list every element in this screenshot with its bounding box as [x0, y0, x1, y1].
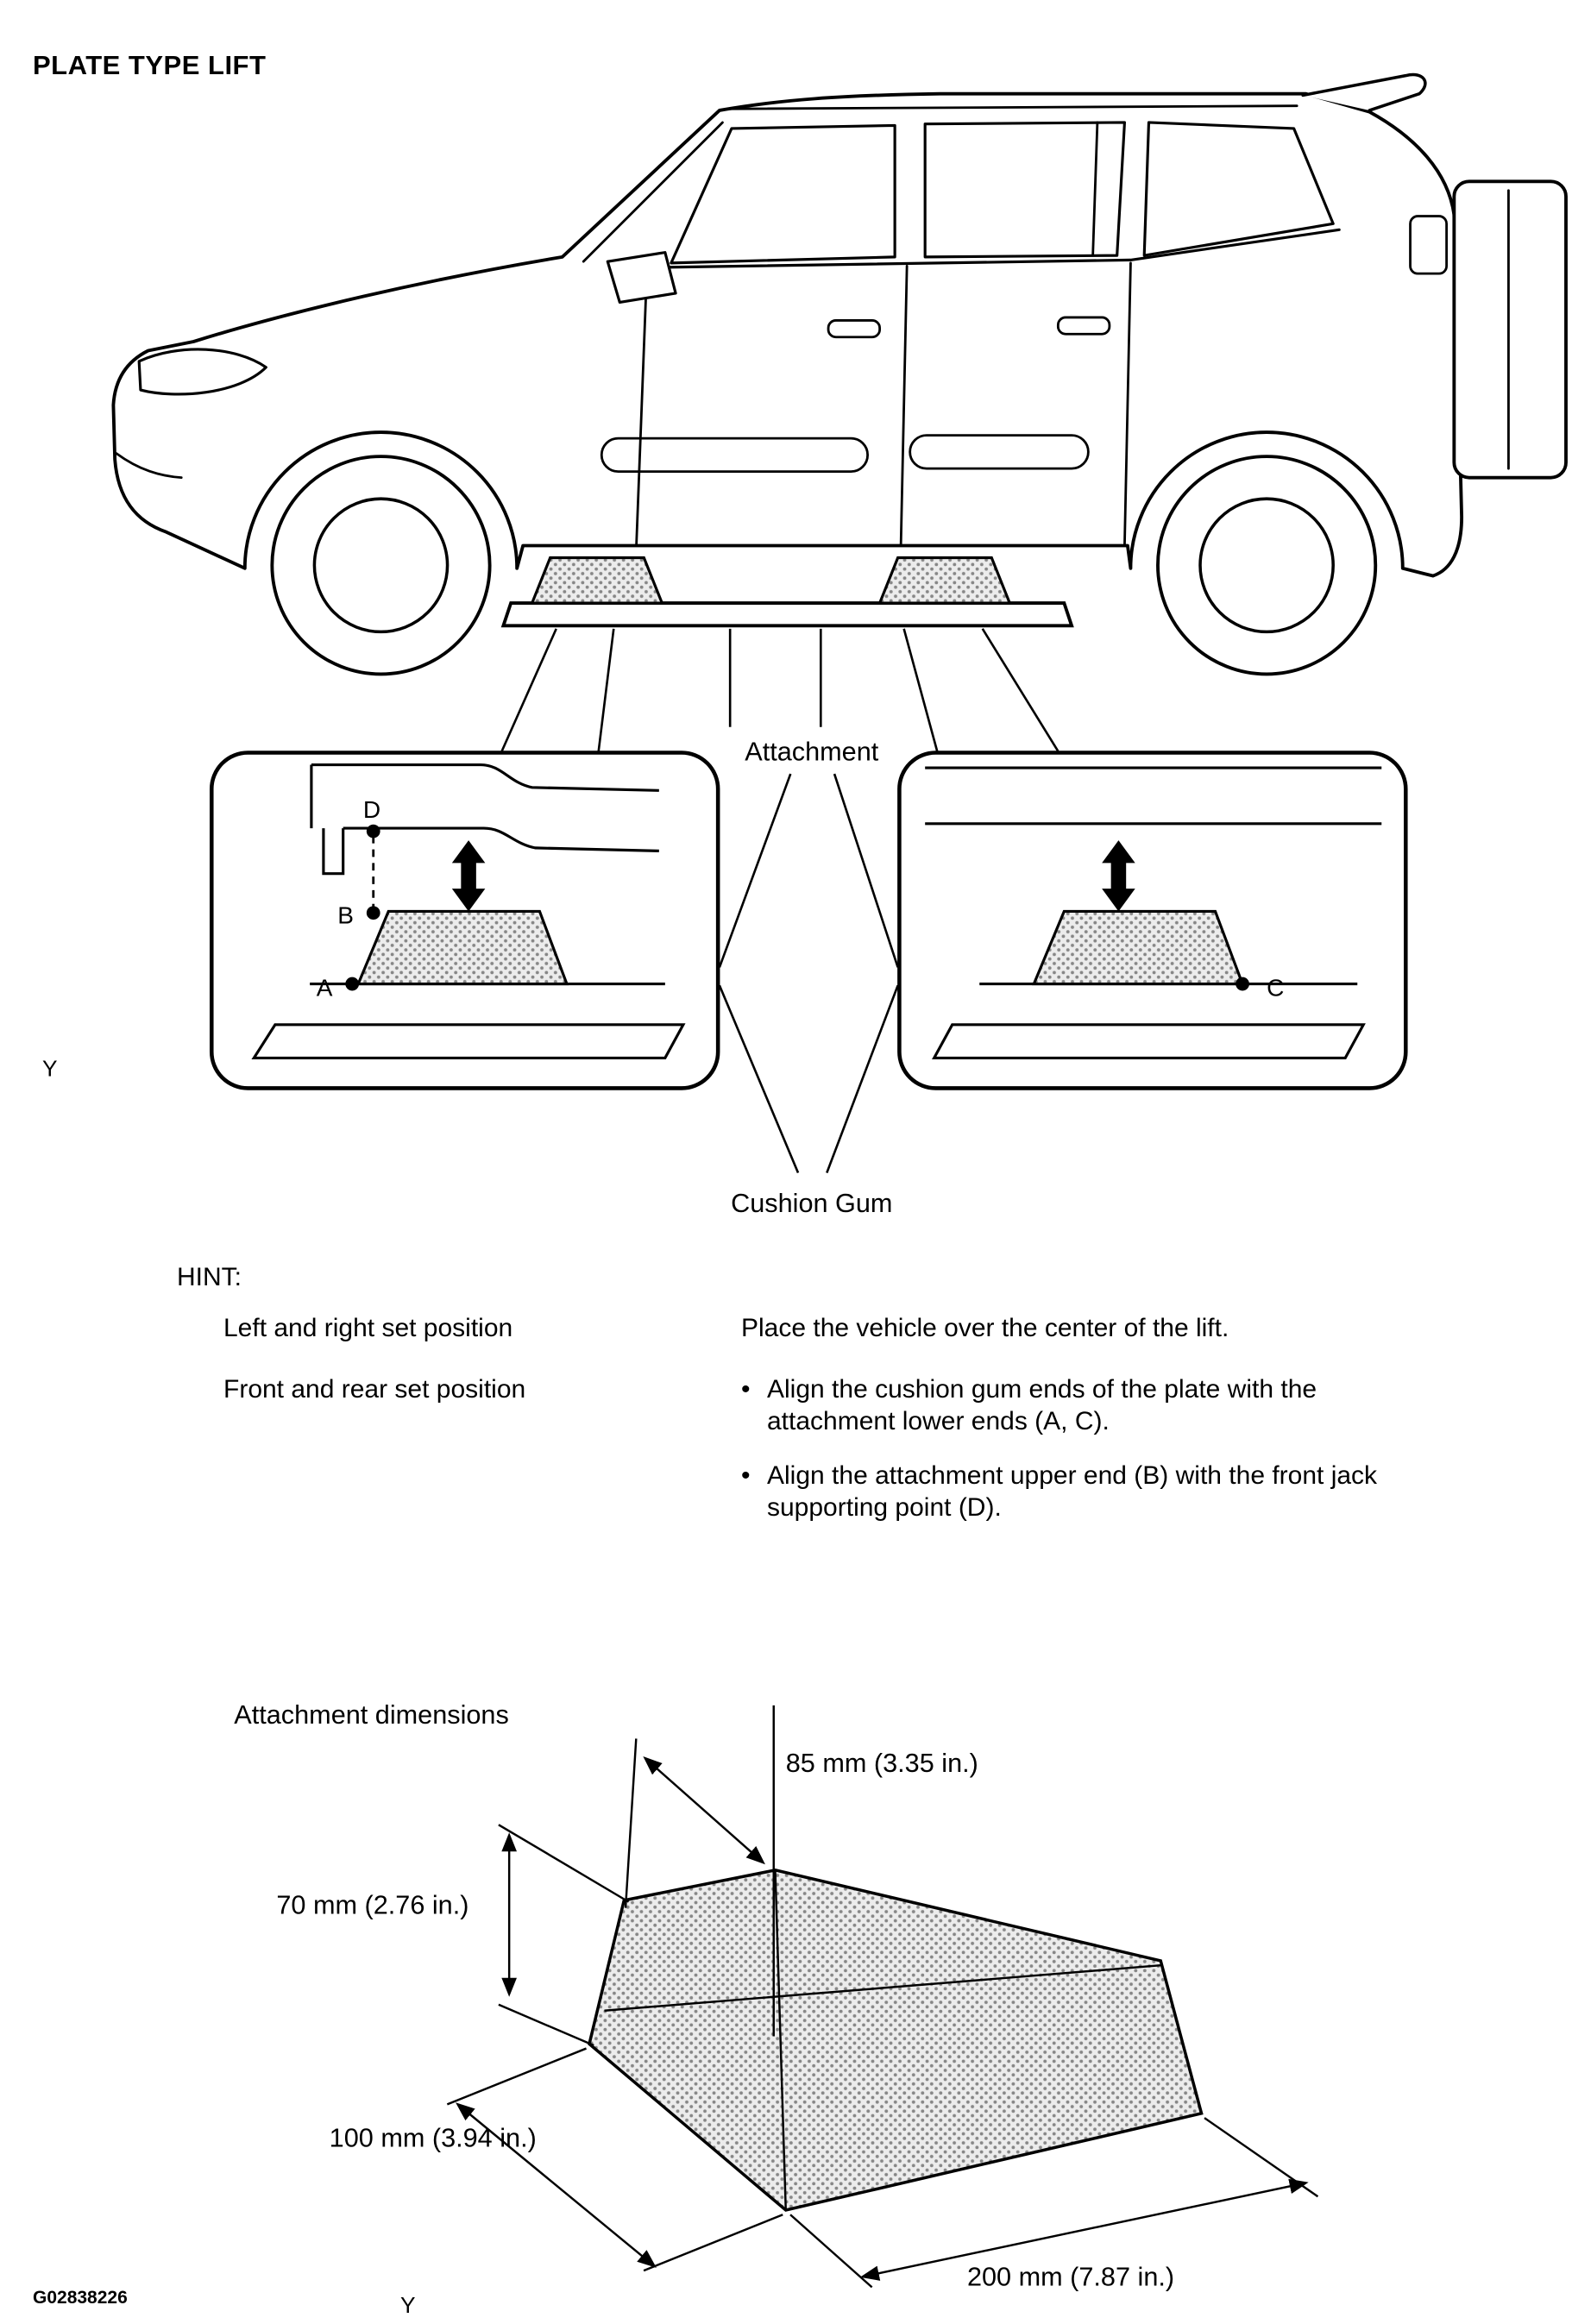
point-c-dot	[1236, 977, 1249, 991]
point-d-label: D	[362, 795, 381, 823]
dim-label-85: 85 mm (3.35 in.)	[785, 1748, 978, 1778]
callout-right	[899, 753, 1405, 1089]
cushion-pad-left	[358, 911, 567, 983]
attachment-to-right-box	[834, 774, 898, 967]
lift-plate-assembly	[503, 558, 1072, 626]
hint-heading: HINT:	[177, 1263, 242, 1291]
point-b-label: B	[337, 901, 354, 929]
attachment-pad-right	[880, 558, 1010, 604]
ext-line-100-bottom	[644, 2214, 783, 2271]
callout-left	[211, 753, 718, 1089]
figure-id: G02838226	[33, 2288, 128, 2308]
ext-line-70-top	[499, 1825, 629, 1901]
dimensions-title: Attachment dimensions	[234, 1699, 509, 1730]
hint-row-label: Front and rear set position	[223, 1375, 526, 1404]
dim-label-70: 70 mm (2.76 in.)	[276, 1890, 469, 1920]
front-rim	[314, 499, 447, 631]
bullet-icon: •	[741, 1461, 751, 1490]
cushion-pad-right	[1034, 911, 1242, 983]
ext-line-100-top	[447, 2049, 586, 2105]
dim-label-100: 100 mm (3.94 in.)	[329, 2123, 537, 2153]
attachment-to-left-box	[720, 774, 790, 967]
cushion-to-right-box	[827, 985, 897, 1172]
dim-arrow-85	[645, 1758, 764, 1862]
rear-rim	[1200, 499, 1333, 631]
hint-bullet-text: Align the attachment upper end (B) with the front jack supporting point (D).	[767, 1461, 1378, 1522]
bullet-icon: •	[741, 1375, 751, 1404]
attachment-dimensions-diagram	[181, 1686, 1375, 2321]
hint-section	[177, 1261, 1557, 1553]
attachment-label: Attachment	[745, 737, 879, 767]
side-mirror	[607, 253, 676, 303]
ext-line-200-left	[790, 2214, 872, 2287]
rear-wheel	[1158, 456, 1375, 674]
point-c-label: C	[1267, 974, 1285, 1002]
page-title: PLATE TYPE LIFT	[33, 50, 267, 80]
cushion-to-left-box	[720, 985, 798, 1172]
ext-line-85	[626, 1738, 636, 1907]
hint-row-bullets	[741, 1373, 1440, 1523]
hint-row-front-rear	[177, 1373, 1557, 1523]
pad-left-callout-line-2	[599, 629, 614, 751]
pad-right-callout-line-2	[983, 629, 1059, 751]
diamond-leader-lines	[720, 774, 898, 1173]
hint-row-left-right	[177, 1312, 1557, 1344]
spare-tire-cover	[1454, 181, 1566, 477]
hint-bullet-item	[741, 1373, 1440, 1437]
callout-leader-lines	[502, 629, 1059, 751]
vehicle-lift-diagram	[0, 60, 1572, 1232]
point-a-label: A	[316, 974, 333, 1002]
hint-row-text: Place the vehicle over the center of the lift.	[741, 1314, 1229, 1342]
dim-label-200: 200 mm (7.87 in.)	[966, 2262, 1175, 2292]
y-axis-marker-left: Y	[42, 1055, 58, 1082]
pad-right-callout-line-1	[904, 629, 938, 751]
attachment-pad-left	[532, 558, 663, 604]
y-axis-marker-bottom: Y	[400, 2292, 416, 2319]
cushion-gum-label: Cushion Gum	[731, 1189, 893, 1219]
front-wheel	[272, 456, 489, 674]
ext-line-70-bottom	[499, 2005, 594, 2045]
lift-plate	[503, 603, 1072, 625]
attachment-block	[589, 1870, 1202, 2210]
hint-bullet-item	[741, 1460, 1440, 1523]
point-a-dot	[345, 977, 359, 991]
pad-left-callout-line-1	[502, 629, 556, 751]
hint-row-label: Left and right set position	[223, 1314, 513, 1342]
hint-bullet-text: Align the cushion gum ends of the plate with the attachment lower ends (A, C).	[767, 1375, 1317, 1435]
attachment-block-outline	[589, 1870, 1202, 2210]
point-b-dot	[367, 906, 380, 920]
point-d-dot	[367, 825, 380, 839]
